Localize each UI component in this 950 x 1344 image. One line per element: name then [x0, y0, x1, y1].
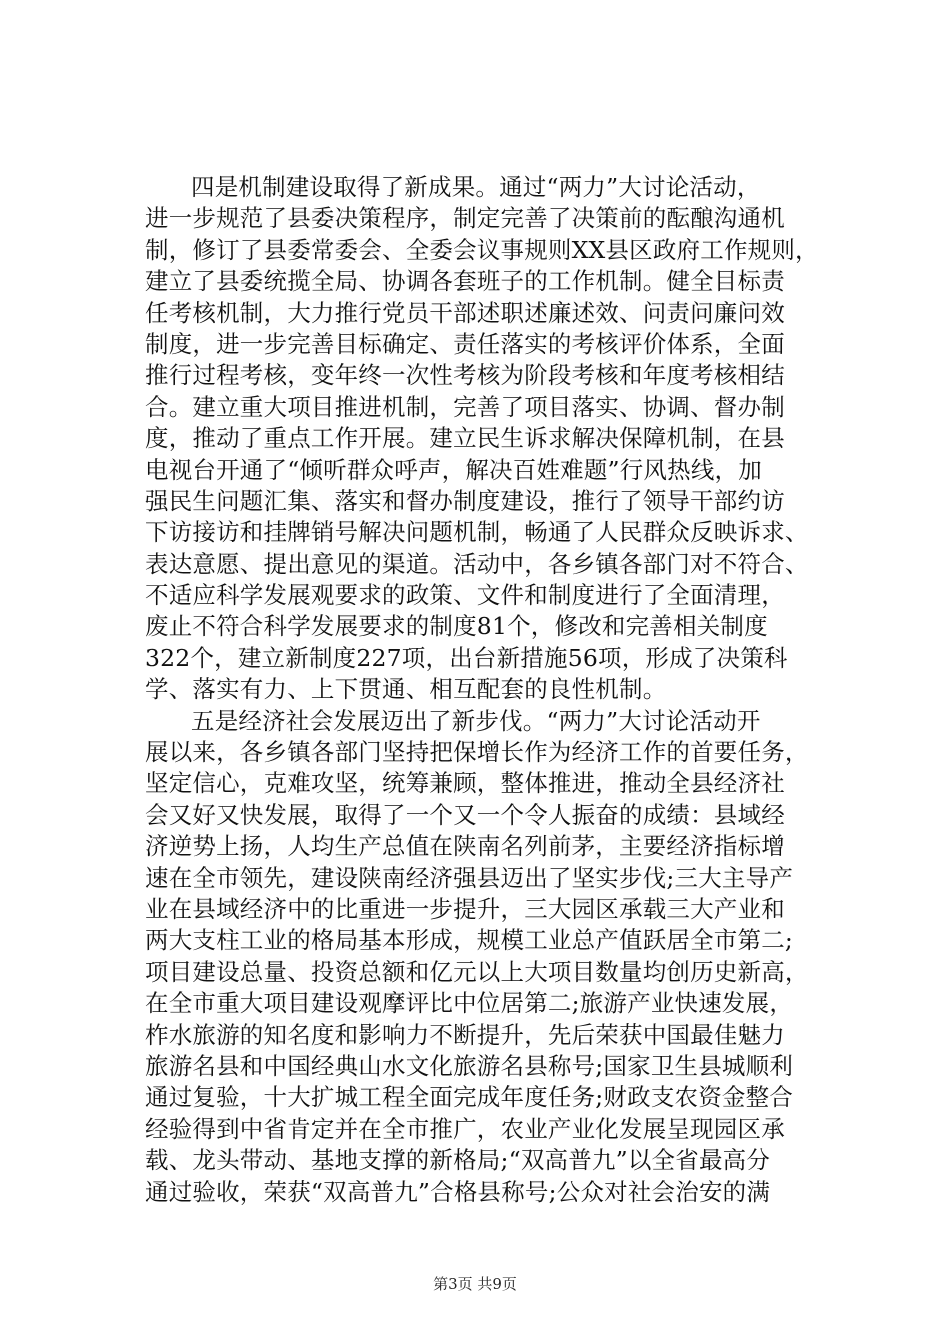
text-line: 两大支柱工业的格局基本形成，规模工业总产值跃居全市第二;: [145, 926, 794, 955]
text-line: 济逆势上扬，人均生产总值在陕南名列前茅，主要经济指标增: [145, 832, 785, 861]
page-number: 第3页 共9页: [433, 1275, 517, 1293]
text-line: 速在全市领先，建设陕南经济强县迈出了坚实步伐;三大主导产: [145, 863, 794, 892]
text-line: 进一步规范了县委决策程序，制定完善了决策前的酝酿沟通机: [145, 204, 785, 233]
text-line: 废止不符合科学发展要求的制度81个，修改和完善相关制度: [145, 612, 768, 641]
text-line: 度，推动了重点工作开展。建立民生诉求解决保障机制，在县: [145, 424, 785, 453]
text-line: 载、龙头带动、基地支撑的新格局;“双高普九”以全省最高分: [145, 1146, 771, 1175]
text-line: 经验得到中省肯定并在全市推广，农业产业化发展呈现园区承: [145, 1114, 785, 1143]
text-line: 四是机制建设取得了新成果。通过“两力”大讨论活动，: [191, 173, 761, 201]
paragraph-economic-development: [145, 706, 809, 1208]
text-line: 业在县域经济中的比重进一步提升，三大园区承载三大产业和: [145, 894, 785, 923]
text-line: 电视台开通了“倾听群众呼声，解决百姓难题”行风热线，加: [145, 455, 762, 484]
text-line: 建立了县委统揽全局、协调各套班子的工作机制。健全目标责: [145, 267, 785, 296]
text-line: 柞水旅游的知名度和影响力不断提升，先后荣获中国最佳魅力: [145, 1020, 785, 1049]
text-line: 学、落实有力、上下贯通、相互配套的良性机制。: [145, 675, 667, 704]
text-line: 推行过程考核，变年终一次性考核为阶段考核和年度考核相结: [145, 361, 785, 390]
text-line: 在全市重大项目建设观摩评比中位居第二;旅游产业快速发展，: [145, 989, 794, 1018]
text-line: 旅游名县和中国经典山水文化旅游名县称号;国家卫生县城顺利: [145, 1051, 794, 1080]
document-body: [145, 172, 819, 1208]
text-line: 322个，建立新制度227项，出台新措施56项，形成了决策科: [145, 643, 788, 672]
text-line: 项目建设总量、投资总额和亿元以上大项目数量均创历史新高，: [145, 957, 809, 986]
paragraph-mechanism-building: [145, 172, 819, 706]
text-line: 会又好又快发展，取得了一个又一个令人振奋的成绩：县域经: [145, 800, 785, 829]
text-line: 强民生问题汇集、落实和督办制度建设，推行了领导干部约访: [145, 486, 785, 515]
page-footer: [0, 1274, 950, 1294]
text-line: 制度，进一步完善目标确定、责任落实的考核评价体系，全面: [145, 329, 785, 358]
text-line: 展以来，各乡镇各部门坚持把保增长作为经济工作的首要任务，: [145, 738, 809, 767]
text-line: 坚定信心，克难攻坚，统筹兼顾，整体推进，推动全县经济社: [145, 769, 785, 798]
text-line: 下访接访和挂牌销号解决问题机制，畅通了人民群众反映诉求、: [145, 518, 809, 547]
text-line: 不适应科学发展观要求的政策、文件和制度进行了全面清理，: [145, 581, 785, 610]
text-line: 通过验收，荣获“双高普九”合格县称号;公众对社会治安的满: [145, 1177, 771, 1206]
text-line: 通过复验，十大扩城工程全面完成年度任务;财政支农资金整合: [145, 1083, 794, 1112]
text-line: 表达意愿、提出意见的渠道。活动中，各乡镇各部门对不符合、: [145, 549, 809, 578]
text-line: 五是经济社会发展迈出了新步伐。“两力”大讨论活动开: [191, 706, 761, 735]
text-line: 合。建立重大项目推进机制，完善了项目落实、协调、督办制: [145, 392, 785, 421]
text-line: 制，修订了县委常委会、全委会议事规则XX县区政府工作规则，: [145, 235, 819, 264]
text-line: 任考核机制，大力推行党员干部述职述廉述效、问责问廉问效: [145, 298, 785, 327]
